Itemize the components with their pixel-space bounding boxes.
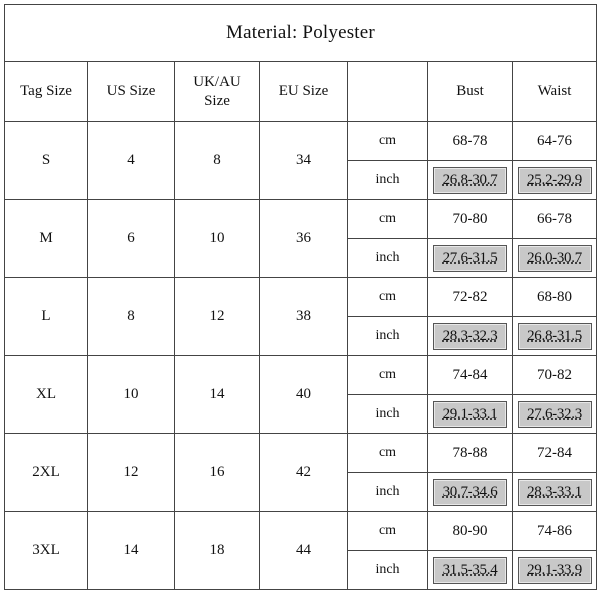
eu-size-cell: 38 [260, 278, 348, 356]
uk-au-size-cell: 18 [175, 512, 260, 590]
tag-size-cell: L [5, 278, 88, 356]
waist-cm-cell: 66-78 [513, 200, 597, 239]
us-size-cell: 10 [88, 356, 175, 434]
waist-inch-value: 26.0-30.7 [518, 245, 592, 272]
waist-inch-cell [513, 395, 597, 434]
size-chart-table [4, 4, 597, 590]
header-us-size: US Size [88, 62, 175, 122]
unit-cm-cell: cm [348, 434, 428, 473]
unit-inch-cell: inch [348, 317, 428, 356]
uk-au-size-cell: 8 [175, 122, 260, 200]
us-size-cell: 4 [88, 122, 175, 200]
size-row-cm [5, 356, 597, 395]
header-bust: Bust [428, 62, 513, 122]
eu-size-cell: 36 [260, 200, 348, 278]
waist-inch-value: 28.3-33.1 [518, 479, 592, 506]
waist-cm-cell: 68-80 [513, 278, 597, 317]
uk-au-size-cell: 16 [175, 434, 260, 512]
tag-size-cell: 2XL [5, 434, 88, 512]
uk-au-size-cell: 10 [175, 200, 260, 278]
waist-inch-value: 25.2-29.9 [518, 167, 592, 194]
uk-au-size-cell: 14 [175, 356, 260, 434]
us-size-cell: 6 [88, 200, 175, 278]
unit-cm-cell: cm [348, 122, 428, 161]
bust-cm-cell: 78-88 [428, 434, 513, 473]
bust-inch-value: 31.5-35.4 [433, 557, 507, 584]
waist-inch-cell [513, 317, 597, 356]
size-row-cm [5, 200, 597, 239]
us-size-cell: 12 [88, 434, 175, 512]
waist-cm-cell: 64-76 [513, 122, 597, 161]
bust-inch-cell [428, 395, 513, 434]
bust-cm-cell: 80-90 [428, 512, 513, 551]
waist-cm-cell: 72-84 [513, 434, 597, 473]
chart-title: Material: Polyester [5, 5, 597, 62]
us-size-cell: 14 [88, 512, 175, 590]
tag-size-cell: S [5, 122, 88, 200]
header-waist: Waist [513, 62, 597, 122]
unit-inch-cell: inch [348, 551, 428, 590]
waist-cm-cell: 70-82 [513, 356, 597, 395]
eu-size-cell: 44 [260, 512, 348, 590]
eu-size-cell: 34 [260, 122, 348, 200]
waist-inch-cell [513, 473, 597, 512]
us-size-cell: 8 [88, 278, 175, 356]
bust-inch-value: 27.6-31.5 [433, 245, 507, 272]
unit-cm-cell: cm [348, 356, 428, 395]
bust-inch-cell [428, 551, 513, 590]
bust-cm-cell: 70-80 [428, 200, 513, 239]
bust-cm-cell: 72-82 [428, 278, 513, 317]
header-uk-au-line1: UK/AU [193, 73, 241, 90]
size-rows [5, 122, 597, 590]
waist-inch-value: 29.1-33.9 [518, 557, 592, 584]
waist-inch-cell [513, 161, 597, 200]
waist-inch-cell [513, 551, 597, 590]
header-eu-size: EU Size [260, 62, 348, 122]
tag-size-cell: XL [5, 356, 88, 434]
bust-cm-cell: 74-84 [428, 356, 513, 395]
header-row [5, 62, 597, 122]
size-row-cm [5, 278, 597, 317]
tag-size-cell: 3XL [5, 512, 88, 590]
waist-cm-cell: 74-86 [513, 512, 597, 551]
waist-inch-value: 27.6-32.3 [518, 401, 592, 428]
header-unit [348, 62, 428, 122]
unit-inch-cell: inch [348, 473, 428, 512]
unit-cm-cell: cm [348, 200, 428, 239]
eu-size-cell: 40 [260, 356, 348, 434]
unit-inch-cell: inch [348, 161, 428, 200]
bust-inch-value: 26.8-30.7 [433, 167, 507, 194]
size-row-cm [5, 434, 597, 473]
bust-inch-cell [428, 317, 513, 356]
bust-inch-cell [428, 239, 513, 278]
waist-inch-cell [513, 239, 597, 278]
bust-inch-value: 30.7-34.6 [433, 479, 507, 506]
bust-inch-value: 29.1-33.1 [433, 401, 507, 428]
header-uk-au-line2: Size [204, 92, 230, 109]
header-tag-size: Tag Size [5, 62, 88, 122]
unit-inch-cell: inch [348, 395, 428, 434]
unit-inch-cell: inch [348, 239, 428, 278]
eu-size-cell: 42 [260, 434, 348, 512]
size-row-cm [5, 512, 597, 551]
size-row-cm [5, 122, 597, 161]
bust-cm-cell: 68-78 [428, 122, 513, 161]
uk-au-size-cell: 12 [175, 278, 260, 356]
bust-inch-cell [428, 161, 513, 200]
unit-cm-cell: cm [348, 278, 428, 317]
bust-inch-value: 28.3-32.3 [433, 323, 507, 350]
header-uk-au-size [175, 62, 260, 122]
waist-inch-value: 26.8-31.5 [518, 323, 592, 350]
unit-cm-cell: cm [348, 512, 428, 551]
bust-inch-cell [428, 473, 513, 512]
tag-size-cell: M [5, 200, 88, 278]
